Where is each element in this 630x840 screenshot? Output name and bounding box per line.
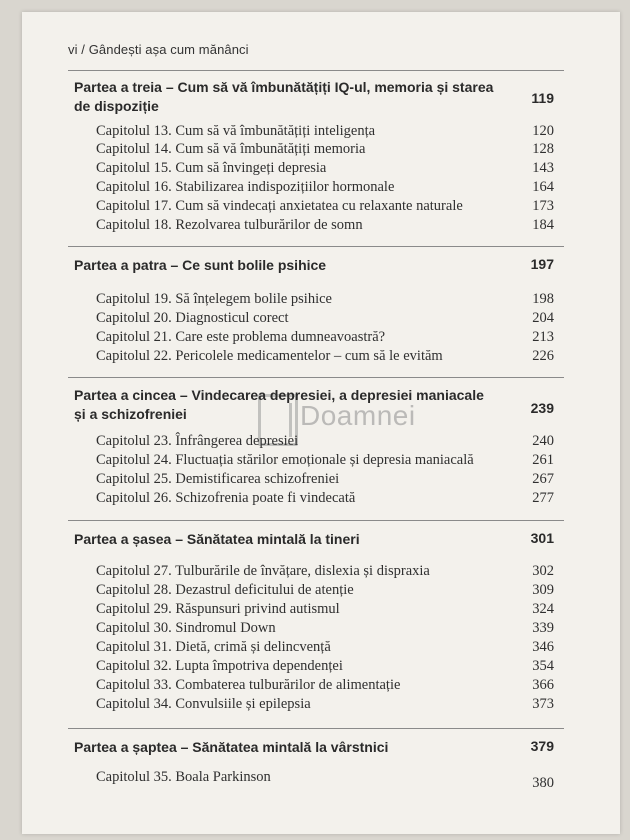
chapter-page-number: 173 xyxy=(532,198,554,214)
chapter-title: Capitolul 15. Cum să învingeți depresia xyxy=(96,160,327,176)
toc-chapter xyxy=(96,328,554,346)
toc-chapter xyxy=(96,676,554,694)
chapter-page-number: 120 xyxy=(532,123,554,139)
toc-chapter xyxy=(96,178,554,196)
chapter-title: Capitolul 33. Combaterea tulburărilor de alimentație xyxy=(96,677,401,693)
toc-chapter xyxy=(96,309,554,327)
toc-chapter xyxy=(96,216,554,234)
part-title: Partea a patra – Ce sunt bolile psihice xyxy=(74,257,327,273)
chapter-title: Capitolul 28. Dezastrul deficitului de atenție xyxy=(96,582,354,598)
chapter-title: Capitolul 34. Convulsiile și epilepsia xyxy=(96,696,311,712)
chapter-page-number: 164 xyxy=(532,179,554,195)
toc-chapter xyxy=(96,122,554,140)
chapter-title: Capitolul 30. Sindromul Down xyxy=(96,620,276,636)
part-heading xyxy=(74,256,554,275)
chapter-page-number: 261 xyxy=(532,452,554,468)
chapter-title: Capitolul 29. Răspunsuri privind autismul xyxy=(96,601,340,617)
chapter-title: Capitolul 13. Cum să vă îmbunătățiți inteligența xyxy=(96,123,376,139)
chapter-page-number: 240 xyxy=(532,433,554,449)
part-title: Partea a șaptea – Sănătatea mintală la vârstnici xyxy=(74,739,389,755)
chapter-title: Capitolul 14. Cum să vă îmbunătățiți memoria xyxy=(96,141,366,157)
toc-chapter xyxy=(96,489,554,507)
chapter-title: Capitolul 23. Înfrângerea depresiei xyxy=(96,433,299,449)
part-page-number: 301 xyxy=(530,530,554,546)
chapter-page-number: 346 xyxy=(532,639,554,655)
chapter-page-number: 380 xyxy=(532,775,554,791)
chapter-page-number: 277 xyxy=(532,490,554,506)
toc-chapter xyxy=(96,347,554,365)
chapter-title: Capitolul 19. Să înțelegem bolile psihice xyxy=(96,291,332,307)
chapter-title: Capitolul 32. Lupta împotriva dependenței xyxy=(96,658,343,674)
toc-chapter xyxy=(96,619,554,637)
chapter-page-number: 226 xyxy=(532,348,554,364)
toc-chapter xyxy=(96,562,554,580)
part-title: Partea a șasea – Sănătatea mintală la tineri xyxy=(74,531,360,547)
chapter-page-number: 213 xyxy=(532,329,554,345)
chapter-page-number: 324 xyxy=(532,601,554,617)
chapter-title: Capitolul 24. Fluctuația stărilor emoționale și depresia maniacală xyxy=(96,452,474,468)
toc-chapter xyxy=(96,470,554,488)
chapter-title: Capitolul 17. Cum să vindecați anxietatea cu relaxante naturale xyxy=(96,198,463,214)
toc-chapter xyxy=(96,451,554,469)
chapter-page-number: 366 xyxy=(532,677,554,693)
chapter-page-number: 143 xyxy=(532,160,554,176)
chapter-title: Capitolul 18. Rezolvarea tulburărilor de somn xyxy=(96,217,363,233)
watermark-text: Doamnei xyxy=(300,400,416,431)
part-page-number: 119 xyxy=(531,90,554,106)
part-page-number: 197 xyxy=(530,256,554,272)
divider xyxy=(68,246,564,247)
toc-chapter xyxy=(96,140,554,158)
chapter-page-number: 204 xyxy=(532,310,554,326)
divider xyxy=(68,377,564,378)
chapter-title: Capitolul 21. Care este problema dumneavoastră? xyxy=(96,329,386,345)
book-page xyxy=(22,12,620,834)
toc-chapter xyxy=(96,197,554,215)
part-heading xyxy=(74,738,554,757)
chapter-page-number: 267 xyxy=(532,471,554,487)
chapter-title: Capitolul 20. Diagnosticul corect xyxy=(96,310,289,326)
part-heading xyxy=(74,386,554,424)
chapter-title: Capitolul 26. Schizofrenia poate fi vindecată xyxy=(96,490,356,506)
chapter-page-number: 128 xyxy=(532,141,554,157)
chapter-page-number: 302 xyxy=(532,563,554,579)
chapter-title: Capitolul 22. Pericolele medicamentelor – cum să le evităm xyxy=(96,348,443,364)
chapter-title: Capitolul 35. Boala Parkinson xyxy=(96,769,271,785)
toc-chapter xyxy=(96,657,554,675)
toc-chapter xyxy=(96,638,554,656)
divider xyxy=(68,520,564,521)
toc-chapter xyxy=(96,695,554,713)
toc-chapter xyxy=(96,600,554,618)
chapter-page-number: 373 xyxy=(532,696,554,712)
toc-chapter xyxy=(96,432,554,450)
toc-chapter xyxy=(96,159,554,177)
chapter-page-number: 198 xyxy=(532,291,554,307)
chapter-page-number: 354 xyxy=(532,658,554,674)
part-title: Partea a treia – Cum să vă îmbunătățiți IQ-ul, memoria și starea de dispoziție xyxy=(74,79,494,114)
chapter-title: Capitolul 31. Dietă, crimă și delincvență xyxy=(96,639,331,655)
running-header: vi / Gândești așa cum mănânci xyxy=(68,42,249,57)
chapter-page-number: 339 xyxy=(532,620,554,636)
part-title: Partea a cincea – Vindecarea depresiei, a depresiei maniacale și a schizofreniei xyxy=(74,387,484,422)
toc-chapter xyxy=(96,581,554,599)
part-page-number: 379 xyxy=(530,738,554,754)
chapter-title: Capitolul 16. Stabilizarea indispozițiilor hormonale xyxy=(96,179,395,195)
divider xyxy=(68,728,564,729)
part-page-number: 239 xyxy=(530,400,554,416)
chapter-title: Capitolul 27. Tulburările de învățare, dislexia și dispraxia xyxy=(96,563,430,579)
divider xyxy=(68,70,564,71)
chapter-page-number: 184 xyxy=(532,217,554,233)
part-heading xyxy=(74,78,554,116)
chapter-page-number: 309 xyxy=(532,582,554,598)
part-heading xyxy=(74,530,554,549)
toc-chapter xyxy=(96,290,554,308)
chapter-title: Capitolul 25. Demistificarea schizofreniei xyxy=(96,471,340,487)
toc-chapter xyxy=(96,768,554,791)
